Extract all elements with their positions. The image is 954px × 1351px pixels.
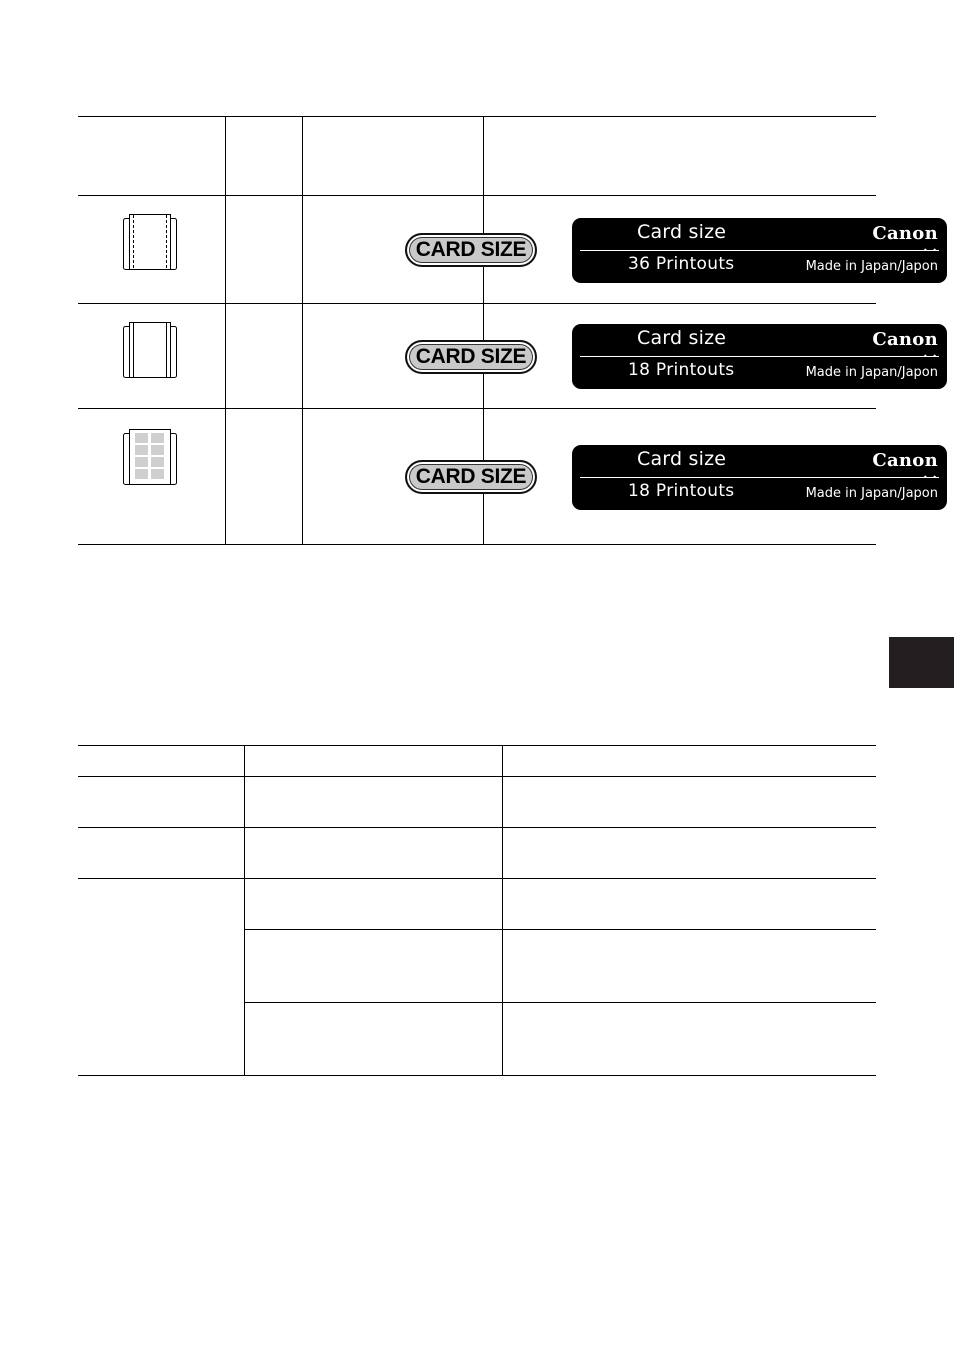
table-row [78, 409, 938, 544]
table-row [78, 304, 938, 408]
card-size-mark: CARD SIZE [405, 233, 537, 267]
card-size-mark: CARD SIZE [405, 340, 537, 374]
table-row [78, 196, 938, 303]
dots-mark-icon: • • [923, 473, 938, 482]
table-row [78, 777, 876, 827]
label-origin: Made in Japan/Japon [805, 486, 938, 501]
label-title: Card size [637, 221, 727, 243]
canon-logo: Canon [872, 450, 938, 471]
table-header-row [78, 745, 876, 776]
label-title: Card size [637, 327, 727, 349]
label-divider [580, 356, 939, 357]
label-origin: Made in Japan/Japon [805, 365, 938, 380]
label-origin: Made in Japan/Japon [805, 259, 938, 274]
table-rule [78, 544, 876, 545]
table-row [78, 879, 876, 1075]
dots-mark-icon: • • [923, 246, 938, 255]
ink-cassette-label [572, 445, 947, 510]
card-size-mark: CARD SIZE [405, 460, 537, 494]
ink-cassette-label [572, 324, 947, 389]
card-18-stickers-icon [123, 429, 177, 485]
table-header-row [78, 116, 876, 195]
label-printout-count: 18 Printouts [628, 360, 735, 380]
ink-cassette-label [572, 218, 947, 283]
canon-logo: Canon [872, 223, 938, 244]
label-printout-count: 36 Printouts [628, 254, 735, 274]
label-divider [580, 250, 939, 251]
label-divider [580, 477, 939, 478]
table-row [78, 828, 876, 878]
dots-mark-icon: • • [923, 352, 938, 361]
media-table [78, 116, 938, 545]
canon-logo: Canon [872, 329, 938, 350]
specification-table [78, 745, 876, 1076]
card-18-plain-icon [123, 322, 177, 378]
label-printout-count: 18 Printouts [628, 481, 735, 501]
chapter-tab [889, 637, 954, 688]
card-36-perforated-icon [123, 214, 177, 270]
label-title: Card size [637, 448, 727, 470]
table-rule [78, 1075, 876, 1076]
